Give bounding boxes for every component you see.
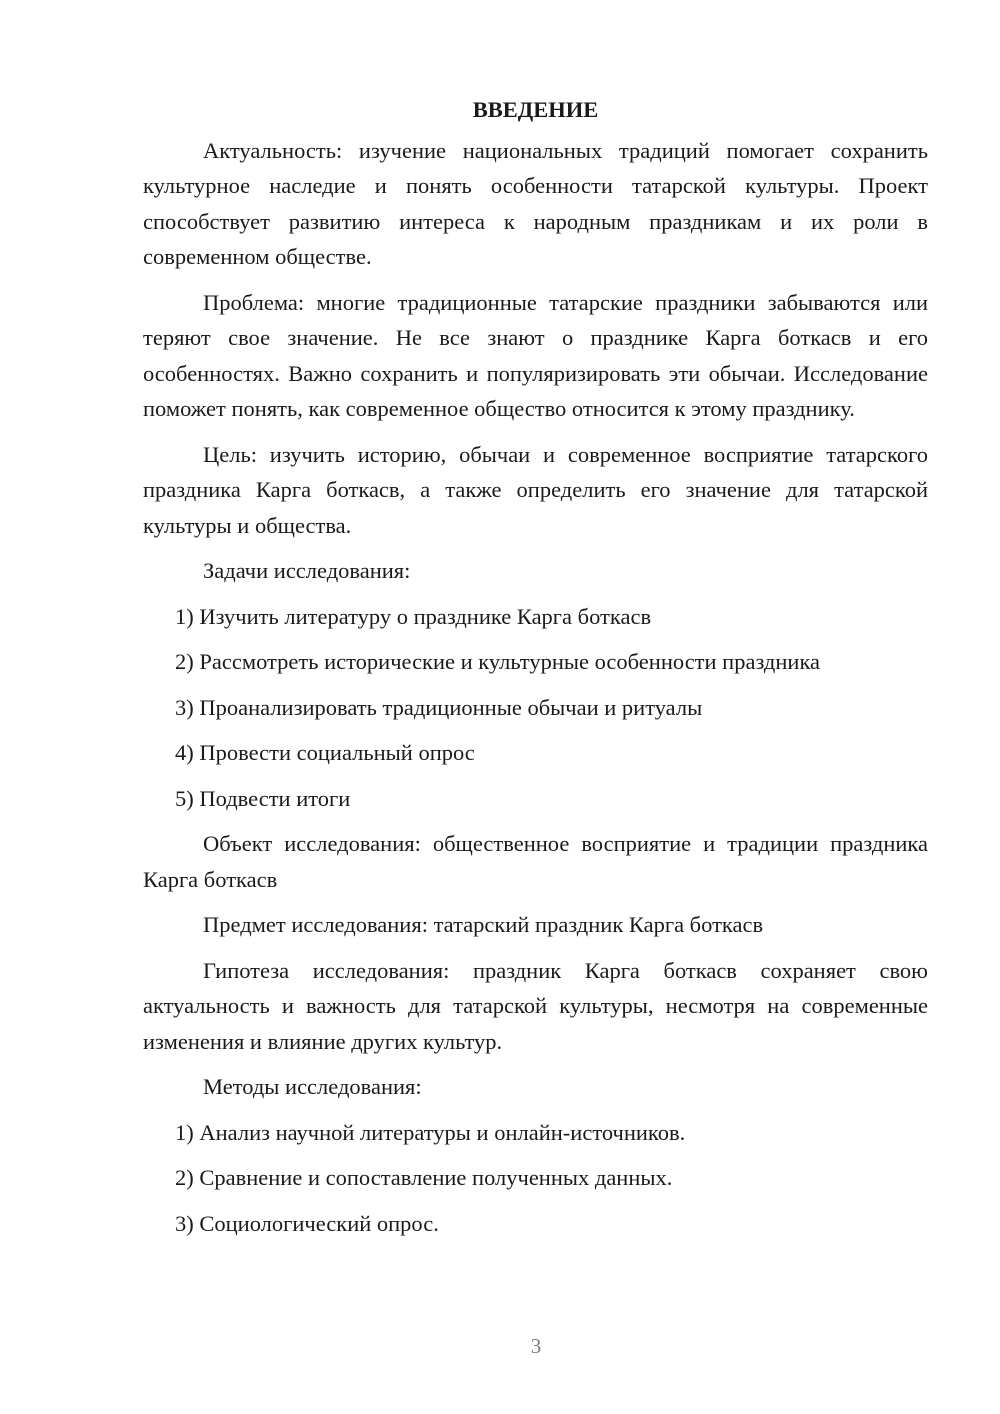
methods-list [143,1115,928,1242]
page-number: 3 [530,1334,542,1358]
methods-heading: Методы исследования: [203,1074,422,1099]
list-item: 2) Сравнение и сопоставление полученных данных. [175,1165,673,1190]
section-title: ВВЕДЕНИЕ [472,97,599,122]
goal-paragraph: Цель: изучить историю, обычаи и современное восприятие татарского праздника Карга боткасв, а также определить его значение для татарской культуры и общества. [143,441,928,538]
relevance-paragraph: Актуальность: изучение национальных традиций помогает сохранить культурное наследие и понять особенности татарской культуры. Проект способствует развитию интереса к народным праздникам и их роли в современном обществе. [143,137,928,269]
list-item: 3) Проанализировать традиционные обычаи и ритуалы [175,694,703,720]
list-item: 1) Анализ научной литературы и онлайн-источников. [175,1119,686,1145]
tasks-heading: Задачи исследования: [203,558,411,583]
problem-paragraph: Проблема: многие традиционные татарские праздники забываются или теряют свое значение. Не все знают о празднике Карга боткасв и его особенностях. Важно сохранить и популяризировать эти обычаи. Исследование поможет понять, как современное общество относится к этому празднику. [143,289,928,421]
object-paragraph: Объект исследования: общественное восприятие и традиции праздника Карга боткасв [143,831,928,892]
document-content [143,92,928,1251]
list-item: 3) Социологический опрос. [175,1210,439,1236]
list-item: 5) Подвести итоги [175,785,351,811]
list-item: 1) Изучить литературу о празднике Карга боткасв [175,603,652,629]
list-item: 4) Провести социальный опрос [175,740,475,765]
subject-paragraph: Предмет исследования: татарский праздник Карга боткасв [203,912,764,937]
hypothesis-paragraph: Гипотеза исследования: праздник Карга боткасв сохраняет свою актуальность и важность для татарской культуры, несмотря на современные изменения и влияние других культур. [143,957,928,1054]
tasks-list [143,599,928,817]
list-item: 2) Рассмотреть исторические и культурные особенности праздника [175,649,821,674]
